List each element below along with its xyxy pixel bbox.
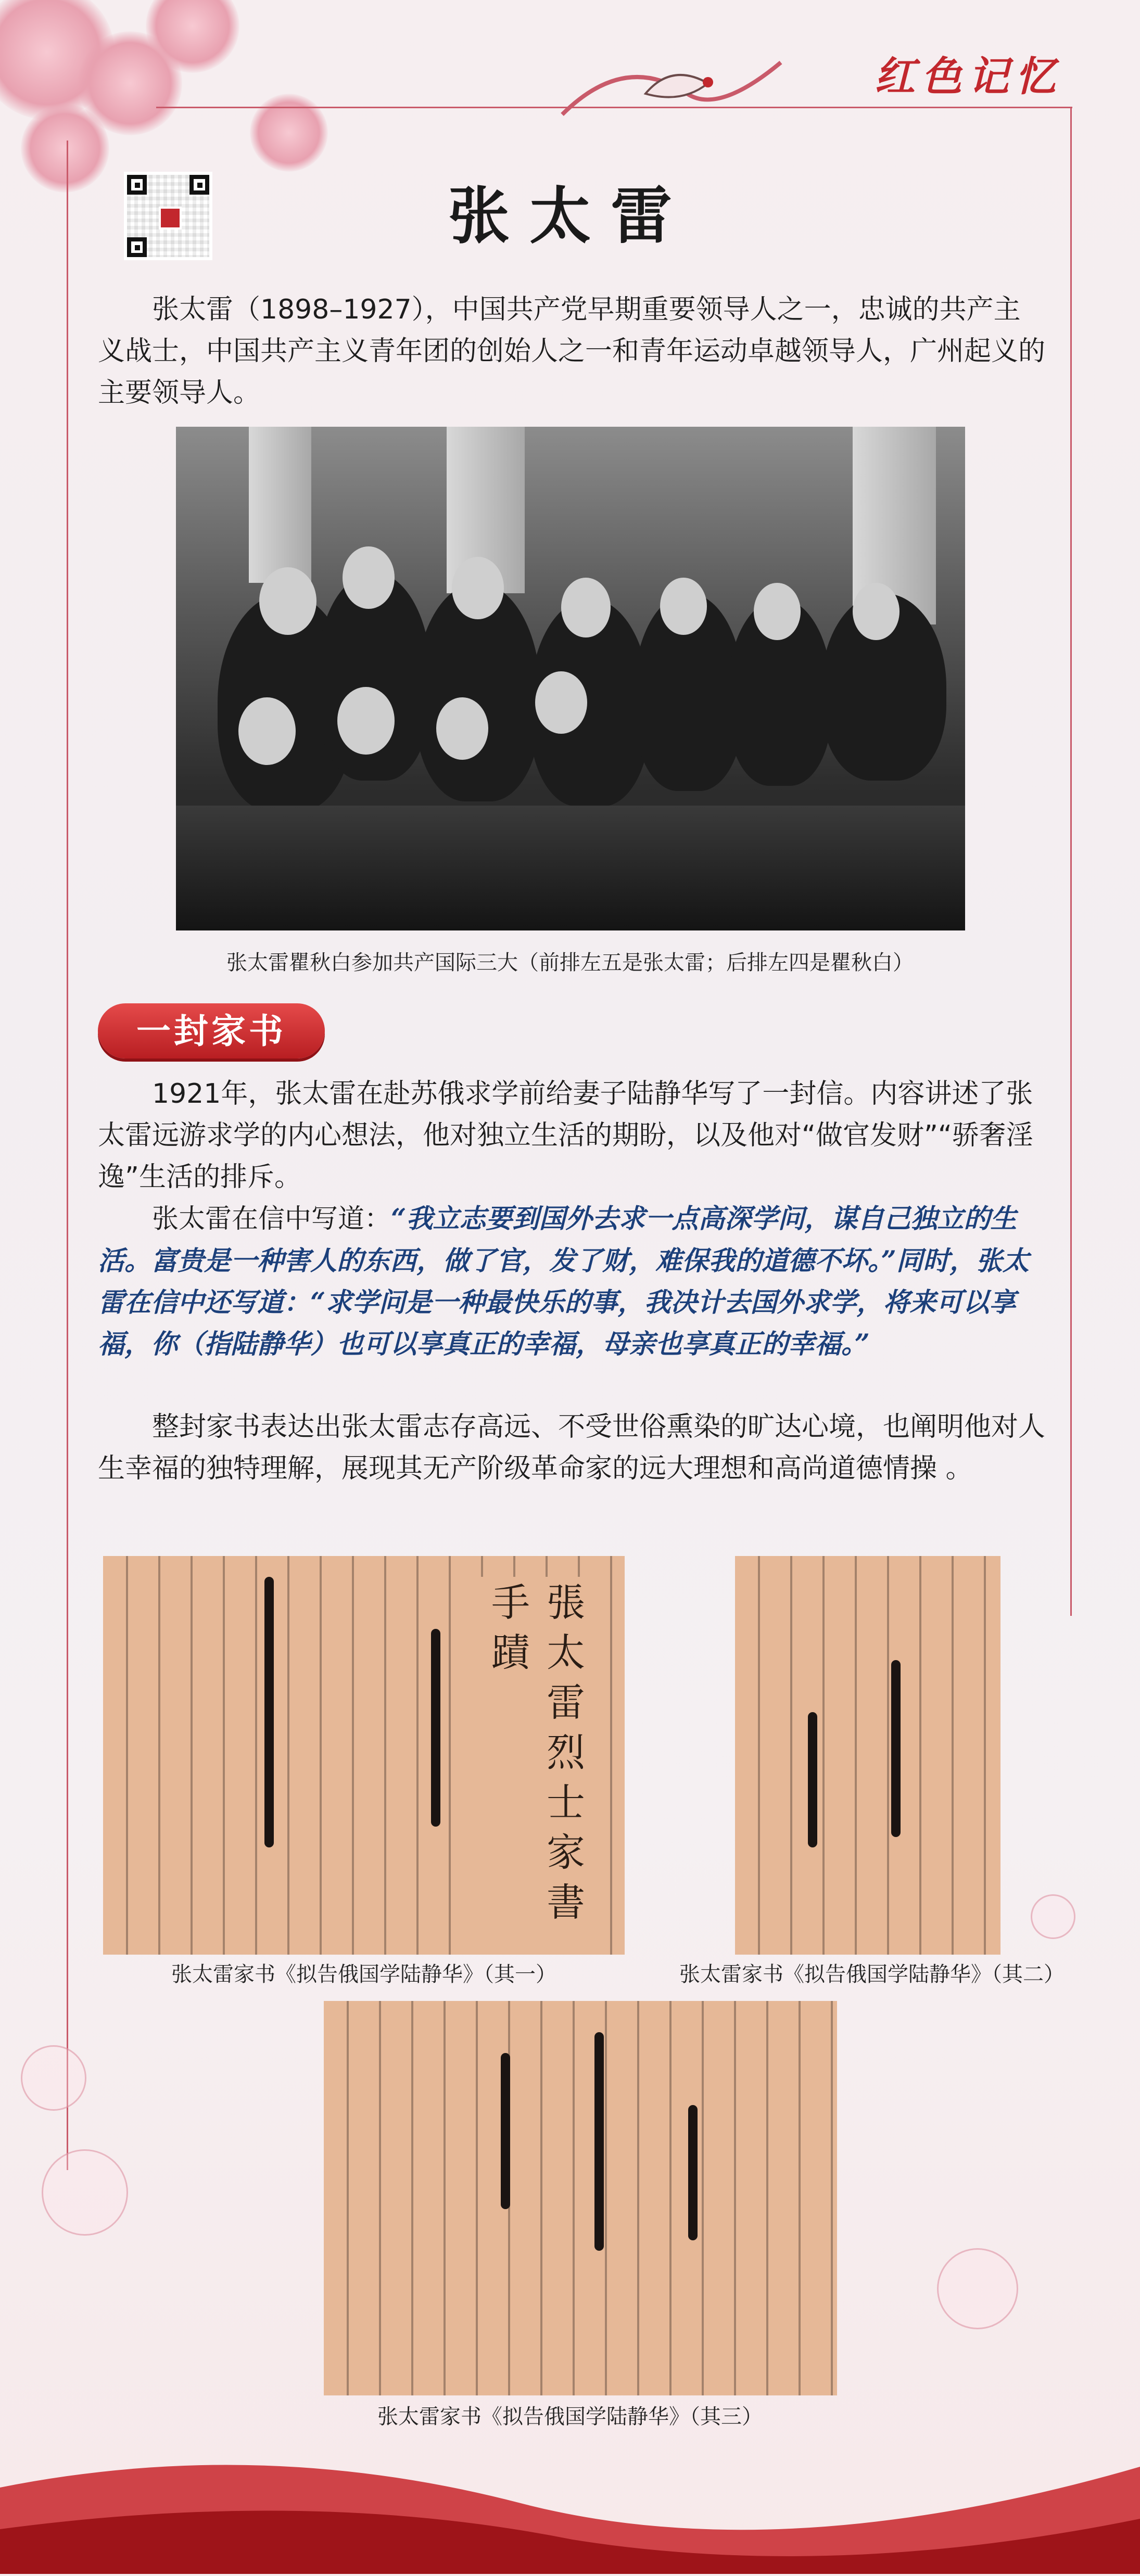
letter-heading: 張太雷烈士家書手蹟: [477, 1577, 593, 1955]
letter-summary-paragraph: 整封家书表达出张太雷志存高远、不受世俗熏染的旷达心境，也阐明他对人生幸福的独特理解，展现其无产阶级革命家的远大理想和高尚道德情操 。: [98, 1411, 1046, 1484]
frame-top: [156, 107, 1072, 108]
letter-caption-3: 张太雷家书《拟告俄国学陆静华》（其三）: [377, 2405, 763, 2429]
quote-lead: 张太雷在信中写道：: [152, 1204, 391, 1234]
letter-image-1: [103, 1556, 625, 1955]
letter-intro-paragraph: 1921年，张太雷在赴苏俄求学前给妻子陆静华写了一封信。内容讲述了张太雷远游求学的内心想法，他对独立生活的期盼，以及他对“做官发财”“骄奢淫逸”生活的排斥。: [98, 1078, 1033, 1193]
bubble: [937, 2248, 1018, 2329]
letter-caption-1: 张太雷家书《拟告俄国学陆静华》（其一）: [171, 1962, 556, 1986]
letter-caption-2: 张太雷家书《拟告俄国学陆静华》（其二）: [679, 1962, 1065, 1986]
bubble: [1031, 1894, 1075, 1939]
letter-quote: [98, 1198, 1045, 1365]
crane-decoration: [552, 31, 791, 161]
quote-body: “我立志要到国外去求一点高深学问，谋自己独立的生活。富贵是一种害人的东西，做了官，发了财，难保我的道德不坏。”同时，张太雷在信中还写道：“求学问是一种最快乐的事，我决计去国外求学，将来可以享福，你（指陆静华）也可以享真正的幸福，母亲也享真正的幸福。”: [98, 1203, 1029, 1360]
bubble: [42, 2149, 128, 2236]
photo-caption: 张太雷瞿秋白参加共产国际三大（前排左五是张太雷；后排左四是瞿秋白）: [226, 951, 914, 975]
bubble: [21, 2045, 86, 2111]
frame-right: [1070, 107, 1072, 1616]
letter-image-2: [735, 1556, 1000, 1955]
historical-group-photo: [176, 427, 965, 930]
section-badge: 一封家书: [98, 1003, 325, 1059]
page-title: 张太雷: [448, 180, 692, 252]
intro-paragraph: 张太雷（1898–1927），中国共产党早期重要领导人之一，忠诚的共产主义战士，中国共产主义青年团的创始人之一和青年运动卓越领导人，广州起义的主要领导人。: [98, 294, 1046, 409]
frame-left: [67, 141, 68, 2170]
letter-image-3: [324, 2001, 837, 2395]
corner-title: 红色记忆: [874, 53, 1062, 100]
